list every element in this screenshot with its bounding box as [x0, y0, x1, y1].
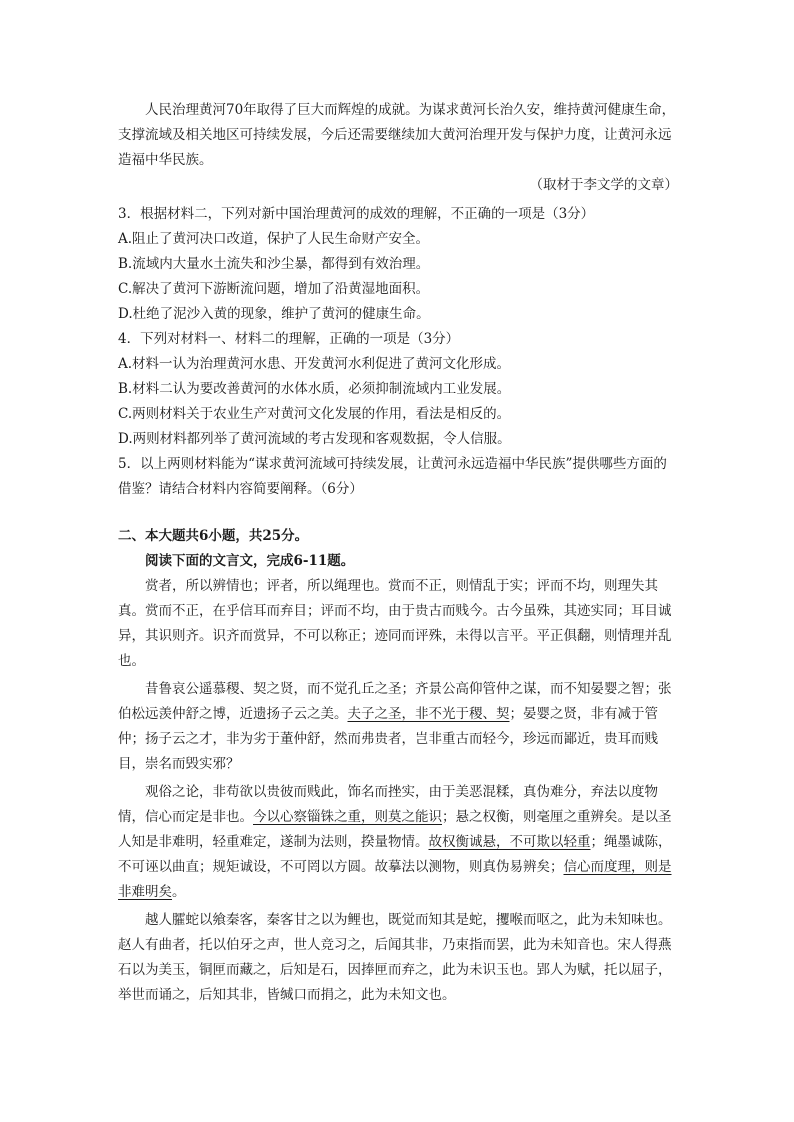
- question-4: [118, 327, 678, 452]
- text-segment: 。: [172, 884, 186, 900]
- text-segment: ；绳墨诚陈，不可诬以曲直；规矩诚设，不可罔以方圆。故摹法以测物，则真伪易辨矣；: [118, 834, 672, 875]
- question-stem: 4．下列对材料一、材料二的理解，正确的一项是（3分）: [118, 331, 460, 347]
- material-source: （取材于李文学的文章）: [529, 177, 678, 193]
- text-segment: 昔鲁哀公遥慕稷、契之贤，而不觉孔丘之圣；齐景公高仰管仲之谋，而不知晏婴之智；张伯松远羡仲舒之博，近遗扬子云之美。: [118, 681, 672, 722]
- text-segment: 观俗之论，非苟欲以贵彼而贱此，饰名而挫实，由于美恶混糅，真伪难分，弃法以度物情，信心而定是非也。: [118, 784, 658, 825]
- option-a: A.材料一认为治理黄河水患、开发黄河水利促进了黄河文化形成。: [118, 356, 511, 372]
- underlined-sentence: 故权衡诚悬，不可欺以轻重: [428, 834, 591, 850]
- question-stem: 5．以上两则材料能为“谋求黄河流域可持续发展，让黄河永远造福中华民族”提供哪些方面的借鉴？请结合材料内容简要阐释。（6分）: [118, 456, 667, 497]
- option-a: A.阻止了黄河决口改道，保护了人民生命财产安全。: [118, 231, 430, 247]
- material-paragraph: 人民治理黄河70年取得了巨大而辉煌的成就。为谋求黄河长治久安，维持黄河健康生命，支撑流域及相关地区可持续发展，今后还需要继续加大黄河治理开发与保护力度，让黄河永远造福中华民族。: [118, 102, 676, 168]
- classical-paragraph-4: 越人臛蛇以飨秦客，秦客甘之以为鲤也，既觉而知其是蛇，攫喉而呕之，此为未知味也。赵人有曲者，托以伯牙之声，世人竞习之，后闻其非，乃束指而罢，此为未知音也。宋人得燕石以为美玉，铜匣而藏之，后知是石，因捧匣而弃之，此为未识玉也。郢人为赋，托以屈子，举世而诵之，后知其非，皆缄口而捐之，此为未知文也。: [118, 912, 672, 1003]
- question-3: [118, 202, 678, 327]
- material-end: [118, 98, 678, 198]
- question-stem: 3．根据材料二，下列对新中国治理黄河的成效的理解，不正确的一项是（3分）: [118, 206, 595, 222]
- text-segment: ；悬之权衡，则毫厘之重辨矣。是以圣人知是非难明，轻重难定，遂制为法则，揆量物情。: [118, 809, 672, 850]
- underlined-sentence: 今以心察锱铢之重，则莫之能识: [253, 809, 442, 825]
- classical-text: [118, 574, 678, 1008]
- classical-paragraph-3: [118, 780, 678, 905]
- section-heading: 二、本大题共6小题，共25分。: [118, 528, 309, 544]
- option-d: D.两则材料都列举了黄河流域的考古发现和客观数据，令人信服。: [118, 431, 511, 447]
- option-c: C.两则材料关于农业生产对黄河文化发展的作用，看法是相反的。: [118, 406, 511, 422]
- classical-paragraph-1: 赏者，所以辨情也；评者，所以绳理也。赏而不正，则情乱于实；评而不均，则理失其真。赏而不正，在乎信耳而弃目；评而不均，由于贵古而贱今。古今虽殊，其迹实同；耳目诚异，其识则齐。识齐而赏异，不可以称正；迹同而评殊，未得以言平。平正俱翻，则情理并乱也。: [118, 578, 672, 669]
- text-segment: ；晏婴之贤，非有减于管仲；扬子云之才，非为劣于董仲舒，然而弗贵者，岂非重古而轻今，珍远而鄙近，贵耳而贱目，崇名而毁实邪？: [118, 706, 658, 772]
- option-d: D.杜绝了泥沙入黄的现象，维护了黄河的健康生命。: [118, 306, 430, 322]
- classical-paragraph-2: [118, 677, 678, 777]
- option-c: C.解决了黄河下游断流问题，增加了沿黄湿地面积。: [118, 281, 430, 297]
- section-2: [118, 524, 678, 574]
- option-b: B.材料二认为要改善黄河的水体水质，必须抑制流域内工业发展。: [118, 381, 511, 397]
- underlined-sentence: 信心而度理，则是非难明矣: [118, 859, 672, 900]
- underlined-sentence: 夫子之圣，非不光于稷、契: [347, 706, 510, 722]
- section-instruction: 阅读下面的文言文，完成6-11题。: [145, 553, 355, 569]
- question-5: [118, 452, 678, 502]
- option-b: B.流域内大量水土流失和沙尘暴，都得到有效治理。: [118, 256, 430, 272]
